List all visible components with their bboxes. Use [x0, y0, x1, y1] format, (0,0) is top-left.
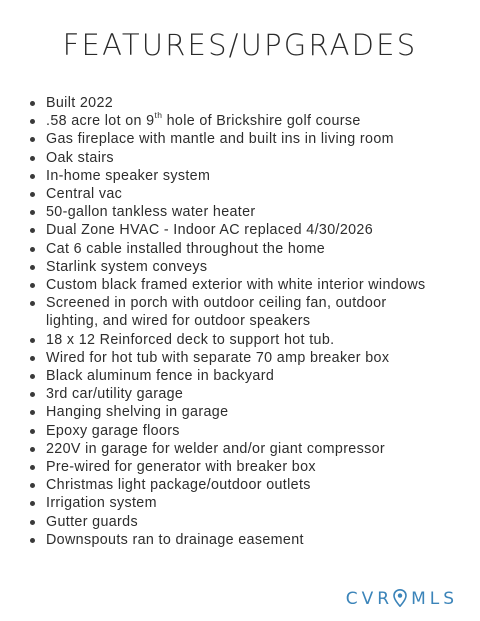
list-item: Downspouts ran to drainage easement	[27, 531, 467, 549]
bullet-icon	[30, 101, 35, 106]
logo-text-right: MLS	[411, 589, 458, 609]
bullet-icon	[30, 429, 35, 434]
list-item: In-home speaker system	[27, 167, 467, 185]
bullet-icon	[30, 265, 35, 270]
bullet-icon	[30, 119, 35, 124]
list-item: Epoxy garage floors	[27, 422, 467, 440]
bullet-icon	[30, 301, 35, 306]
list-item: Screened in porch with outdoor ceiling fan, outdoor lighting, and wired for outdoor speakers	[27, 294, 467, 330]
list-item: 3rd car/utility garage	[27, 385, 467, 403]
list-item: Oak stairs	[27, 149, 467, 167]
bullet-icon	[30, 392, 35, 397]
list-item: .58 acre lot on 9th hole of Brickshire golf course	[27, 112, 467, 130]
bullet-icon	[30, 228, 35, 233]
cvrmls-logo	[346, 589, 458, 609]
page-title: FEATURES/UPGRADES	[62, 28, 418, 62]
bullet-icon	[30, 210, 35, 215]
bullet-icon	[30, 174, 35, 179]
list-item: Gutter guards	[27, 513, 467, 531]
list-item: 50-gallon tankless water heater	[27, 203, 467, 221]
bullet-icon	[30, 501, 35, 506]
list-item: Cat 6 cable installed throughout the home	[27, 240, 467, 258]
bullet-icon	[30, 410, 35, 415]
list-item: Built 2022	[27, 94, 467, 112]
bullet-icon	[30, 538, 35, 543]
list-item: Black aluminum fence in backyard	[27, 367, 467, 385]
list-item: Christmas light package/outdoor outlets	[27, 476, 467, 494]
list-item: Irrigation system	[27, 494, 467, 512]
list-item: Dual Zone HVAC - Indoor AC replaced 4/30/2026	[27, 221, 467, 239]
bullet-icon	[30, 483, 35, 488]
logo-text-left: CVR	[345, 589, 394, 609]
bullet-icon	[30, 447, 35, 452]
bullet-icon	[30, 374, 35, 379]
bullet-icon	[30, 156, 35, 161]
features-list	[27, 94, 467, 549]
bullet-icon	[30, 137, 35, 142]
list-item: Pre-wired for generator with breaker box	[27, 458, 467, 476]
list-item: Gas fireplace with mantle and built ins in living room	[27, 130, 467, 148]
bullet-icon	[30, 465, 35, 470]
list-item: Wired for hot tub with separate 70 amp breaker box	[27, 349, 467, 367]
bullet-icon	[30, 338, 35, 343]
bullet-icon	[30, 192, 35, 197]
bullet-icon	[30, 356, 35, 361]
bullet-icon	[30, 247, 35, 252]
list-item: Custom black framed exterior with white interior windows	[27, 276, 467, 294]
bullet-icon	[30, 283, 35, 288]
bullet-icon	[30, 520, 35, 525]
list-item: 18 x 12 Reinforced deck to support hot tub.	[27, 331, 467, 349]
list-item: Starlink system conveys	[27, 258, 467, 276]
list-item: Central vac	[27, 185, 467, 203]
list-item: 220V in garage for welder and/or giant compressor	[27, 440, 467, 458]
list-item: Hanging shelving in garage	[27, 403, 467, 421]
map-pin-icon	[393, 589, 407, 607]
